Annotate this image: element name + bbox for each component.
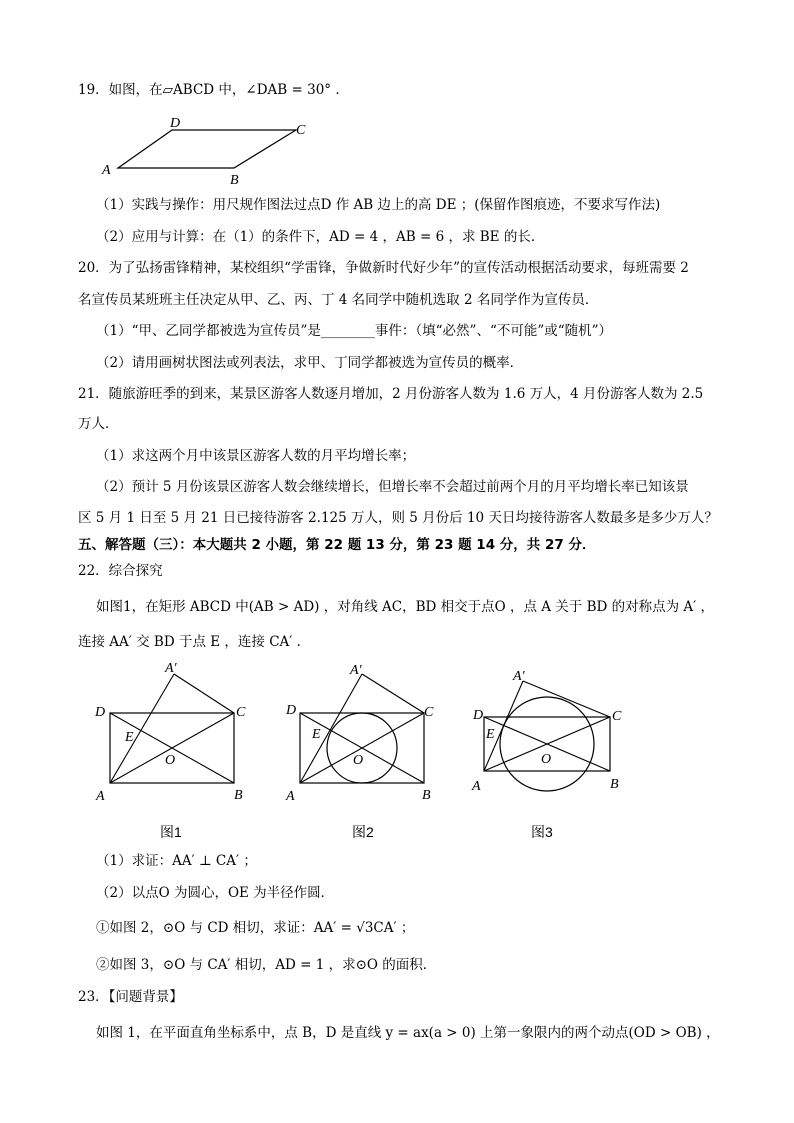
q22-stem-line1: 如图1，在矩形 ABCD 中(AB > AD) ，对角线 AC，BD 相交于点O ，点 A 关于 BD 的对称点为 A′ ， [96, 599, 715, 615]
q21-part2-line2: 区 5 月 1 日至 5 月 21 日已接待游客 2.125 万人，则 5 月份后 10 天日均接待游客人数最多是多少万人？ [78, 510, 718, 526]
fig3-label-c: C [612, 709, 622, 724]
fig3-label-b: B [610, 777, 619, 792]
fig1-label-o: O [165, 753, 176, 768]
q19-label-b: B [230, 173, 239, 188]
fig2-label-a: A [286, 789, 295, 804]
q19-label-c: C [296, 123, 306, 138]
fig1-label-b: B [234, 788, 243, 803]
fig3-label-aprime: A′ [513, 669, 525, 684]
fig1-label-a: A [96, 789, 105, 804]
fig1-label-aprime: A′ [165, 661, 177, 676]
q23-title: 23．【问题背景】 [78, 989, 183, 1005]
q22-part1: （1）求证：AA′ ⊥ CA′ ； [96, 853, 257, 869]
q20-stem-line2: 名宣传员某班班主任决定从甲、乙、丙、丁 4 名同学中随机选取 2 名同学作为宣传员． [78, 292, 599, 308]
q22-sub1: ①如图 2，⊙O 与 CD 相切，求证：AA′ = √3CA′ ； [96, 920, 415, 936]
fig2-label-d: D [286, 703, 297, 718]
q21-part1: （1）求这两个月中该景区游客人数的月平均增长率； [96, 448, 416, 464]
q21-stem-line1: 21．随旅游旺季的到来，某景区游客人数逐月增加，2 月份游客人数为 1.6 万人，4 月份游客人数为 2.5 [78, 386, 704, 402]
q20-part2: （2）请用画树状图法或列表法，求甲、丁同学都被选为宣传员的概率． [96, 355, 524, 371]
q22-figure-2-caption: 图2 [352, 824, 374, 840]
fig2-label-aprime: A′ [350, 663, 362, 678]
fig3-label-a: A [472, 779, 481, 794]
q22-stem-line2: 连接 AA′ 交 BD 于点 E ，连接 CA′ ． [78, 634, 311, 650]
fig2-label-c: C [424, 705, 434, 720]
q19-part2: （2）应用与计算：在（1）的条件下，AD = 4 ，AB = 6 ，求 BE 的长． [96, 229, 545, 245]
fig3-label-o: O [541, 752, 552, 767]
fig3-label-e: E [486, 727, 495, 742]
fig3-label-d: D [473, 708, 484, 723]
q19-label-d: D [170, 116, 181, 131]
fig1-label-c: C [236, 705, 246, 720]
q22-figure-1 [90, 660, 260, 805]
q19-stem: 19．如图，在▱ABCD 中，∠DAB = 30° ． [78, 82, 349, 98]
q21-stem-line2: 万人． [78, 416, 119, 432]
q20-stem-line1: 20．为了弘扬雷锋精神，某校组织“学雷锋，争做新时代好少年”的宣传活动根据活动要求，每班需要 2 [78, 260, 689, 276]
fig1-label-e: E [125, 730, 134, 745]
q22-sub2: ②如图 3，⊙O 与 CA′ 相切，AD = 1 ，求⊙O 的面积． [96, 957, 437, 973]
section-5-heading: 五、解答题（三）：本大题共 2 小题，第 22 题 13 分，第 23 题 14 分，共 27 分． [78, 537, 596, 553]
q20-part1: （1）“甲、乙同学都被选为宣传员”是________事件：（填“必然”、“不可能”或“随机”） [96, 323, 613, 339]
fig2-label-b: B [422, 788, 431, 803]
q22-figure-3 [470, 660, 640, 805]
q22-figure-3-caption: 图3 [531, 824, 553, 840]
q19-parallelogram-figure [100, 114, 320, 186]
q22-figure-2 [282, 660, 452, 805]
q22-title: 22．综合探究 [78, 563, 163, 579]
q19-part1: （1）实践与操作：用尺规作图法过点D 作 AB 边上的高 DE ；(保留作图痕迹，不要求写作法) [96, 197, 661, 213]
q23-stem: 如图 1，在平面直角坐标系中，点 B，D 是直线 y = ax(a > 0) 上第一象限内的两个动点(OD > OB) ， [96, 1025, 720, 1041]
fig2-label-o: O [353, 753, 364, 768]
q22-part2: （2）以点O 为圆心，OE 为半径作圆． [96, 885, 335, 901]
q19-label-a: A [102, 163, 111, 178]
fig1-label-d: D [95, 705, 106, 720]
fig2-label-e: E [312, 727, 321, 742]
q21-part2-line1: （2）预计 5 月份该景区游客人数会继续增长，但增长率不会超过前两个月的月平均增长率已知该景 [96, 479, 689, 495]
q22-figure-1-caption: 图1 [160, 824, 182, 840]
